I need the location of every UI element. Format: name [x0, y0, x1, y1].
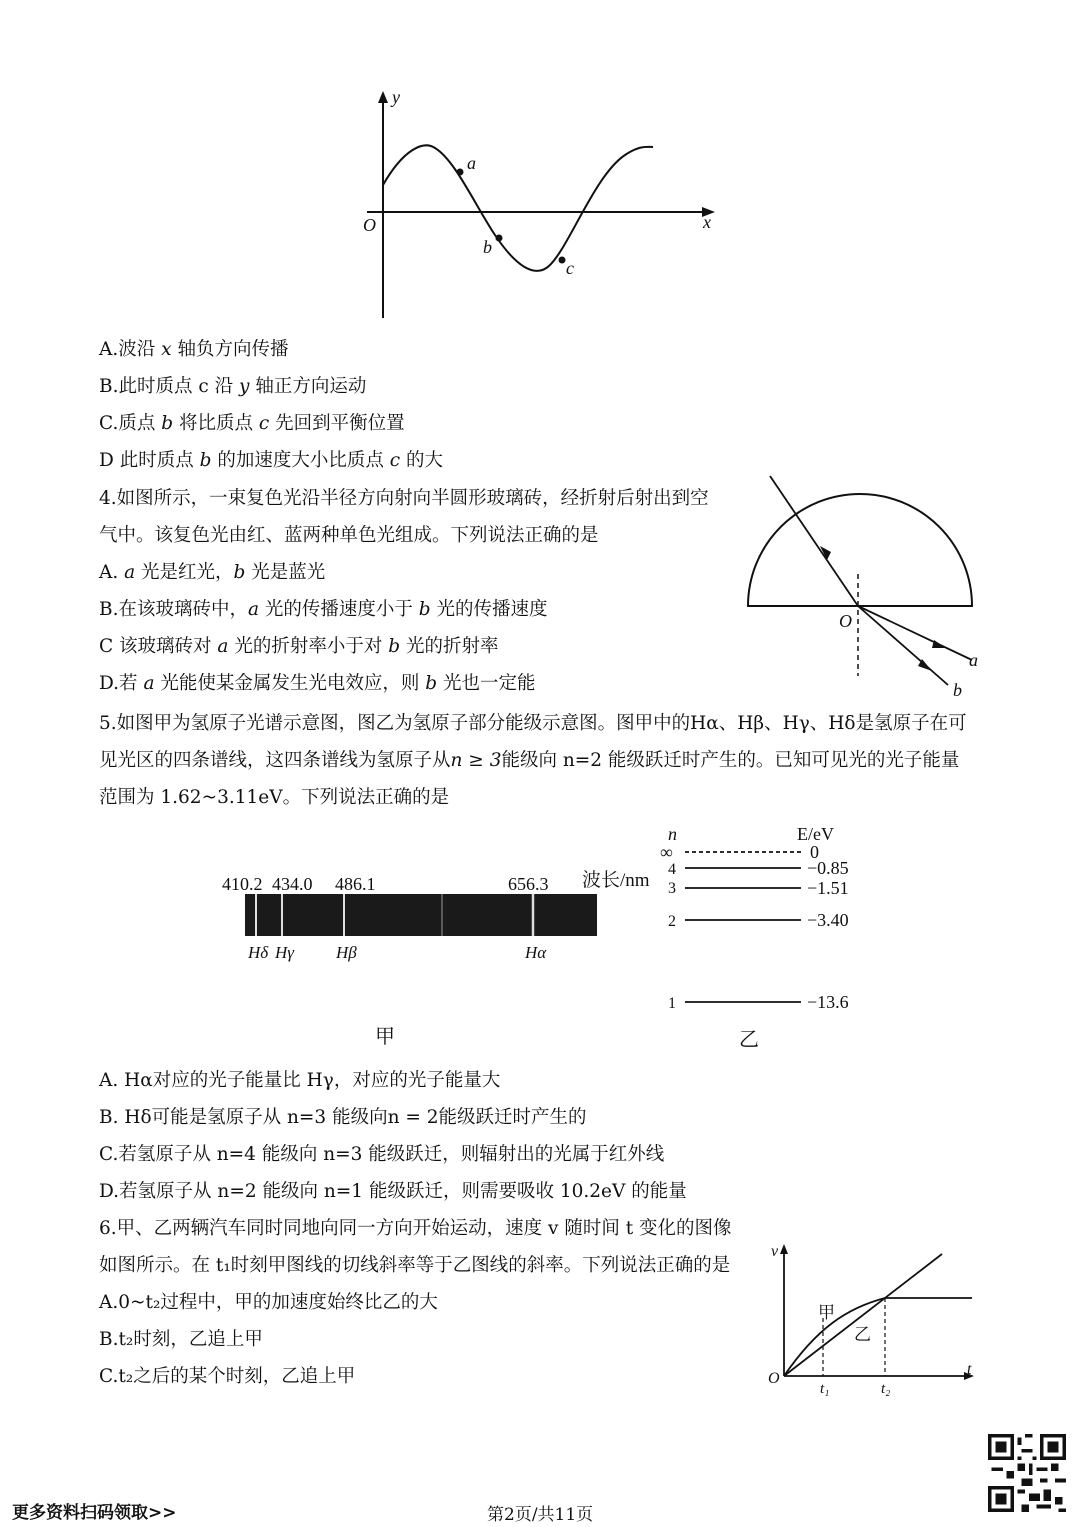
line-label-h-beta: Hβ: [336, 943, 357, 962]
level-e-1: −13.6: [807, 992, 849, 1012]
level-n-inf: ∞: [660, 842, 673, 862]
q6-option-c: C.t₂之后的某个时刻，乙追上甲: [99, 1366, 356, 1387]
q5-stem-line3: 范围为 1.62~3.11eV。下列说法正确的是: [99, 787, 450, 808]
origin-label: O: [363, 215, 376, 235]
wavelength-410: 410.2: [222, 874, 263, 894]
page-number: 第2页/共11页: [487, 1505, 594, 1525]
wavelength-656: 656.3: [508, 874, 549, 894]
q3-option-c: C.质点 b 将比质点 c 先回到平衡位置: [99, 413, 405, 434]
level-n-1: 1: [668, 995, 676, 1012]
energy-level-figure: [655, 818, 885, 1050]
q4-option-a: A. a 光是红光，b 光是蓝光: [99, 562, 326, 583]
q4-stem-line1: 4.如图所示，一束复色光沿半径方向射向半圆形玻璃砖，经折射后射出到空: [99, 488, 709, 509]
point-c-label: c: [566, 258, 574, 278]
glass-semicircle-figure: [740, 470, 985, 705]
level-n-3: 3: [668, 880, 676, 897]
q6-stem-line1: 6.甲、乙两辆汽车同时同地向同一方向开始运动，速度 v 随时间 t 变化的图像: [99, 1218, 732, 1239]
e-header: E/eV: [797, 824, 834, 844]
ray-b-label: b: [953, 680, 962, 700]
wavelength-434: 434.0: [272, 874, 313, 894]
q5-stem-line2: 见光区的四条谱线，这四条谱线为氢原子从n ≥ 3能级向 n=2 能级跃迁时产生的。已知可见光的光子能量: [99, 750, 960, 771]
level-e-3: −1.51: [807, 878, 849, 898]
velocity-time-figure: [762, 1238, 982, 1398]
q4-option-b: B.在该玻璃砖中，a 光的传播速度小于 b 光的传播速度: [99, 599, 548, 620]
q5-stem-line1: 5.如图甲为氢原子光谱示意图，图乙为氢原子部分能级示意图。图甲中的Hα、Hβ、Hγ、Hδ是氢原子在可: [99, 713, 967, 734]
footer-promo-link[interactable]: 更多资料扫码领取>>: [12, 1503, 177, 1523]
q4-option-c: C 该玻璃砖对 a 光的折射率小于对 b 光的折射率: [99, 636, 499, 657]
point-a-label: a: [467, 153, 476, 173]
t1-label: t₁: [820, 1381, 830, 1397]
t-axis-label: t: [967, 1361, 972, 1378]
glass-origin-label: O: [839, 611, 852, 631]
spectrum-figure: [215, 860, 670, 1050]
level-n-2: 2: [668, 913, 676, 930]
v-axis-label: v: [771, 1243, 779, 1260]
wave-figure: [355, 85, 730, 325]
q6-option-b: B.t₂时刻，乙追上甲: [99, 1329, 263, 1350]
ray-a-label: a: [969, 650, 978, 670]
line-label-h-delta: Hδ: [248, 943, 269, 962]
level-e-2: −3.40: [807, 910, 849, 930]
q3-option-b: B.此时质点 c 沿 y 轴正方向运动: [99, 376, 367, 397]
curve-yi-label: 乙: [854, 1325, 871, 1344]
wavelength-unit: 波长/nm: [582, 870, 650, 891]
level-e-4: −0.85: [807, 858, 849, 878]
level-e-inf: 0: [810, 842, 819, 862]
q4-option-d: D.若 a 光能使某金属发生光电效应，则 b 光也一定能: [99, 673, 536, 694]
q5-option-b: B. Hδ可能是氢原子从 n=3 能级向n = 2能级跃迁时产生的: [99, 1107, 587, 1128]
q5-option-d: D.若氢原子从 n=2 能级向 n=1 能级跃迁，则需要吸收 10.2eV 的能量: [99, 1181, 687, 1202]
level-n-4: 4: [668, 861, 676, 878]
vt-origin-label: O: [768, 1370, 780, 1387]
line-label-h-alpha: Hα: [525, 943, 547, 962]
q6-stem-line2: 如图所示。在 t₁时刻甲图线的切线斜率等于乙图线的斜率。下列说法正确的是: [99, 1255, 731, 1276]
q6-option-a: A.0~t₂过程中，甲的加速度始终比乙的大: [99, 1292, 438, 1313]
q3-option-a: A.波沿 x 轴负方向传播: [99, 339, 289, 360]
levels-caption: 乙: [739, 1029, 759, 1050]
q4-stem-line2: 气中。该复色光由红、蓝两种单色光组成。下列说法正确的是: [99, 525, 599, 546]
curve-jia-label: 甲: [818, 1303, 835, 1322]
q3-option-d: D 此时质点 b 的加速度大小比质点 c 的大: [99, 450, 443, 471]
t2-label: t₂: [881, 1381, 891, 1397]
point-b-label: b: [483, 237, 492, 257]
spectrum-caption: 甲: [375, 1026, 395, 1048]
x-axis-label: x: [703, 212, 711, 232]
wavelength-486: 486.1: [335, 874, 376, 894]
n-header: n: [668, 824, 677, 844]
y-axis-label: y: [392, 87, 400, 107]
q5-option-c: C.若氢原子从 n=4 能级向 n=3 能级跃迁，则辐射出的光属于红外线: [99, 1144, 665, 1165]
qr-code-icon[interactable]: [988, 1434, 1066, 1512]
q5-option-a: A. Hα对应的光子能量比 Hγ，对应的光子能量大: [99, 1070, 501, 1091]
line-label-h-gamma: Hγ: [275, 943, 294, 962]
